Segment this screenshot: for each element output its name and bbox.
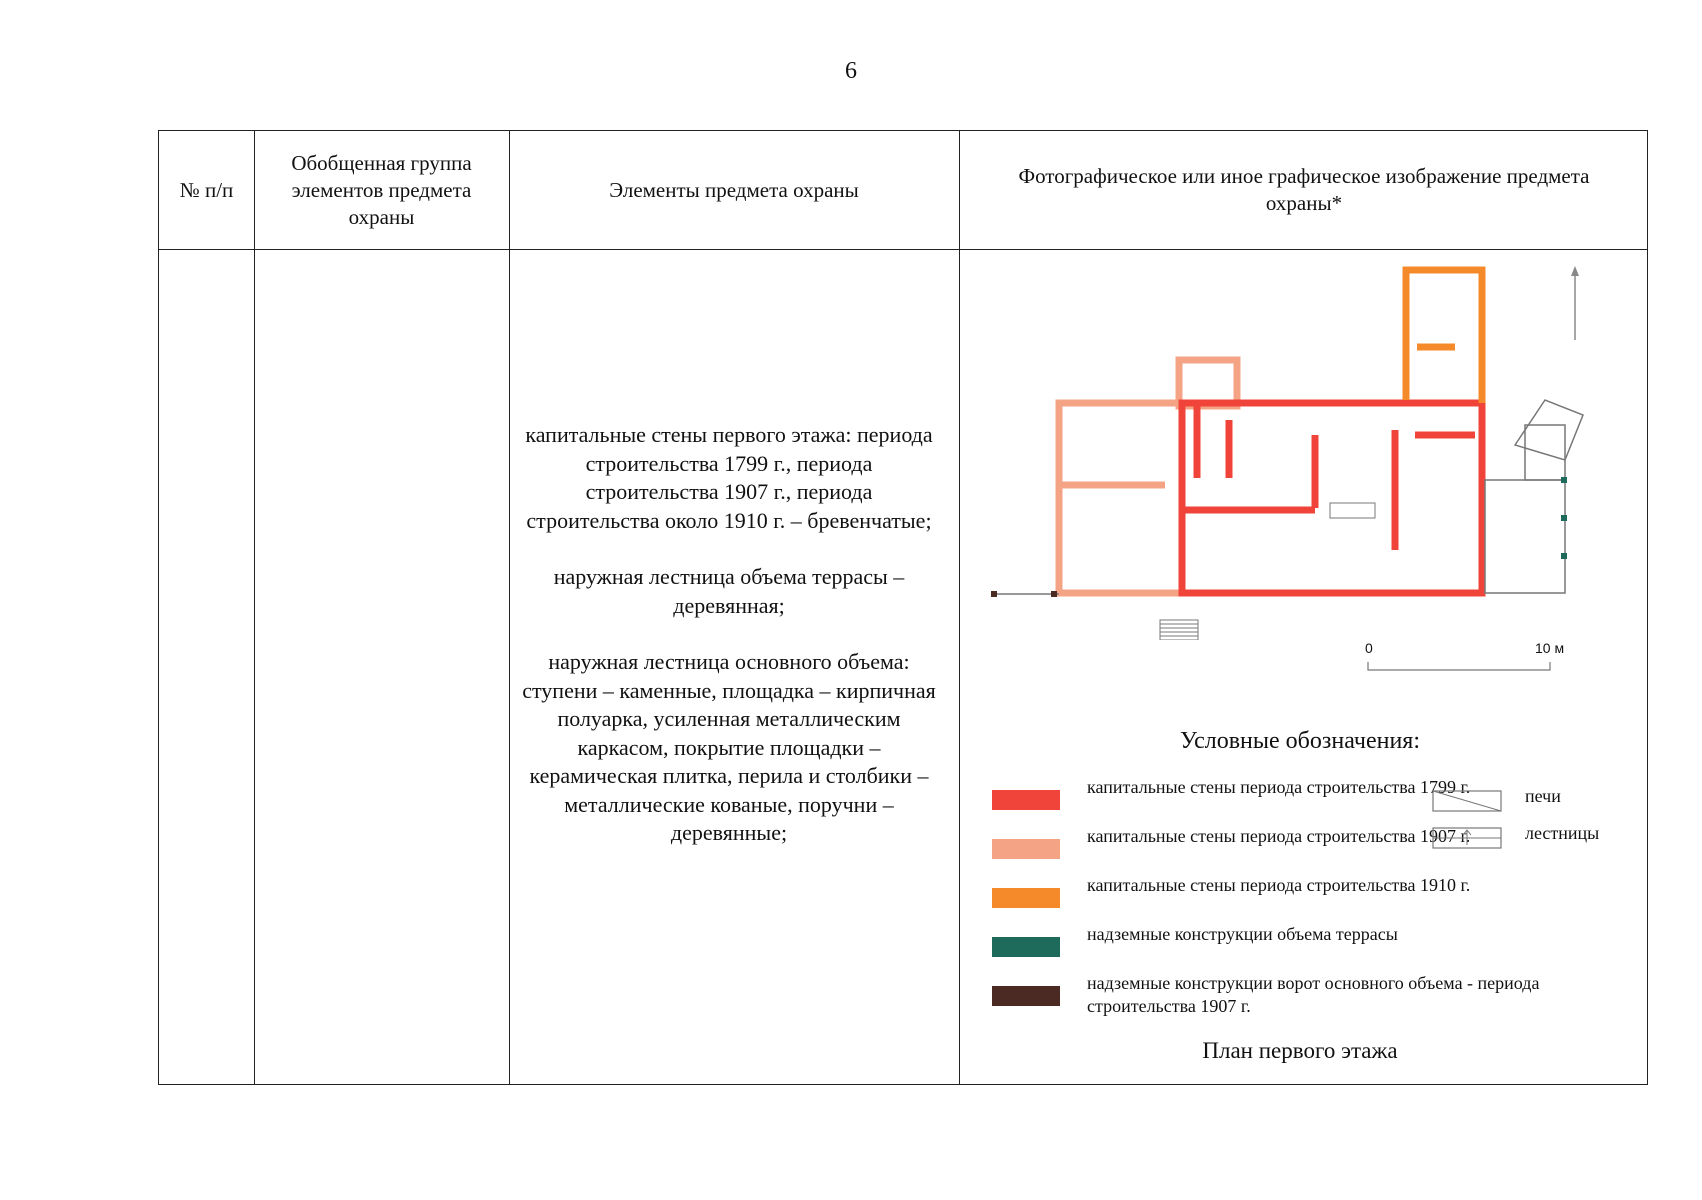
scale-start: 0 bbox=[1365, 640, 1373, 656]
legend-swatch bbox=[992, 790, 1060, 810]
legend-label: капитальные стены периода строительства 1910 г. bbox=[1087, 875, 1471, 895]
legend-item bbox=[992, 924, 1398, 957]
walls-1907 bbox=[1059, 360, 1237, 593]
legend-title: Условные обозначения: bbox=[1179, 728, 1421, 754]
elements-paragraph: наружная лестница объема террасы – деревянная; bbox=[553, 564, 905, 618]
legend-label: капитальные стены периода строительства 1907 г. bbox=[1087, 826, 1471, 846]
scale-bar bbox=[1365, 640, 1565, 680]
header-divider bbox=[159, 249, 1647, 250]
legend-symbol-stove bbox=[1432, 786, 1561, 812]
stairs-icon bbox=[1160, 503, 1375, 640]
header-elements: Элементы предмета охраны bbox=[609, 177, 859, 202]
page-number: 6 bbox=[845, 58, 857, 84]
legend-label: надземные конструкции ворот основного объема - периода строительства 1907 г. bbox=[1087, 973, 1540, 1016]
legend-swatch bbox=[992, 986, 1060, 1006]
walls-1799 bbox=[1182, 403, 1482, 593]
legend-item bbox=[992, 826, 1471, 859]
legend-symbol-stairs bbox=[1432, 823, 1600, 849]
column-divider bbox=[959, 131, 960, 1084]
legend-swatch bbox=[992, 937, 1060, 957]
legend-swatch bbox=[992, 839, 1060, 859]
legend-item bbox=[992, 973, 1540, 1016]
column-divider bbox=[509, 131, 510, 1084]
stove-icon bbox=[1432, 790, 1502, 812]
terrace bbox=[1485, 400, 1583, 593]
legend-symbol-label: печи bbox=[1525, 786, 1561, 806]
walls-1910 bbox=[1406, 270, 1482, 403]
header-group: Обобщенная группа элементов предмета охраны bbox=[291, 150, 472, 229]
header-num: № п/п bbox=[179, 177, 234, 202]
terrace-posts bbox=[1561, 477, 1567, 559]
elements-paragraph: капитальные стены первого этажа: периода строительства 1799 г., периода строительства 1907 г., периода строительства около 1910 г. – бревенчатые; bbox=[525, 422, 933, 533]
elements-text bbox=[519, 421, 939, 876]
legend-item bbox=[992, 875, 1471, 908]
gate bbox=[991, 591, 1059, 597]
legend-label: капитальные стены периода строительства 1799 г. bbox=[1087, 777, 1471, 797]
scale-end: 10 м bbox=[1535, 640, 1565, 656]
legend-swatch bbox=[992, 888, 1060, 908]
stairs-icon bbox=[1432, 827, 1502, 849]
header-image: Фотографическое или иное графическое изображение предмета охраны* bbox=[1018, 164, 1590, 215]
floor-plan bbox=[985, 260, 1605, 640]
column-divider bbox=[254, 131, 255, 1084]
elements-paragraph: наружная лестница основного объема: ступени – каменные, площадка – кирпичная полуарка, усиленная металлическим каркасом, покрытие площадки – керамическая плитка, перила и столбики – металлические кованые, поручни – деревянные; bbox=[522, 649, 936, 845]
legend-label: надземные конструкции объема террасы bbox=[1087, 924, 1398, 944]
legend-item bbox=[992, 777, 1471, 810]
plan-caption: План первого этажа bbox=[1202, 1038, 1398, 1063]
legend-symbol-label: лестницы bbox=[1525, 823, 1600, 843]
